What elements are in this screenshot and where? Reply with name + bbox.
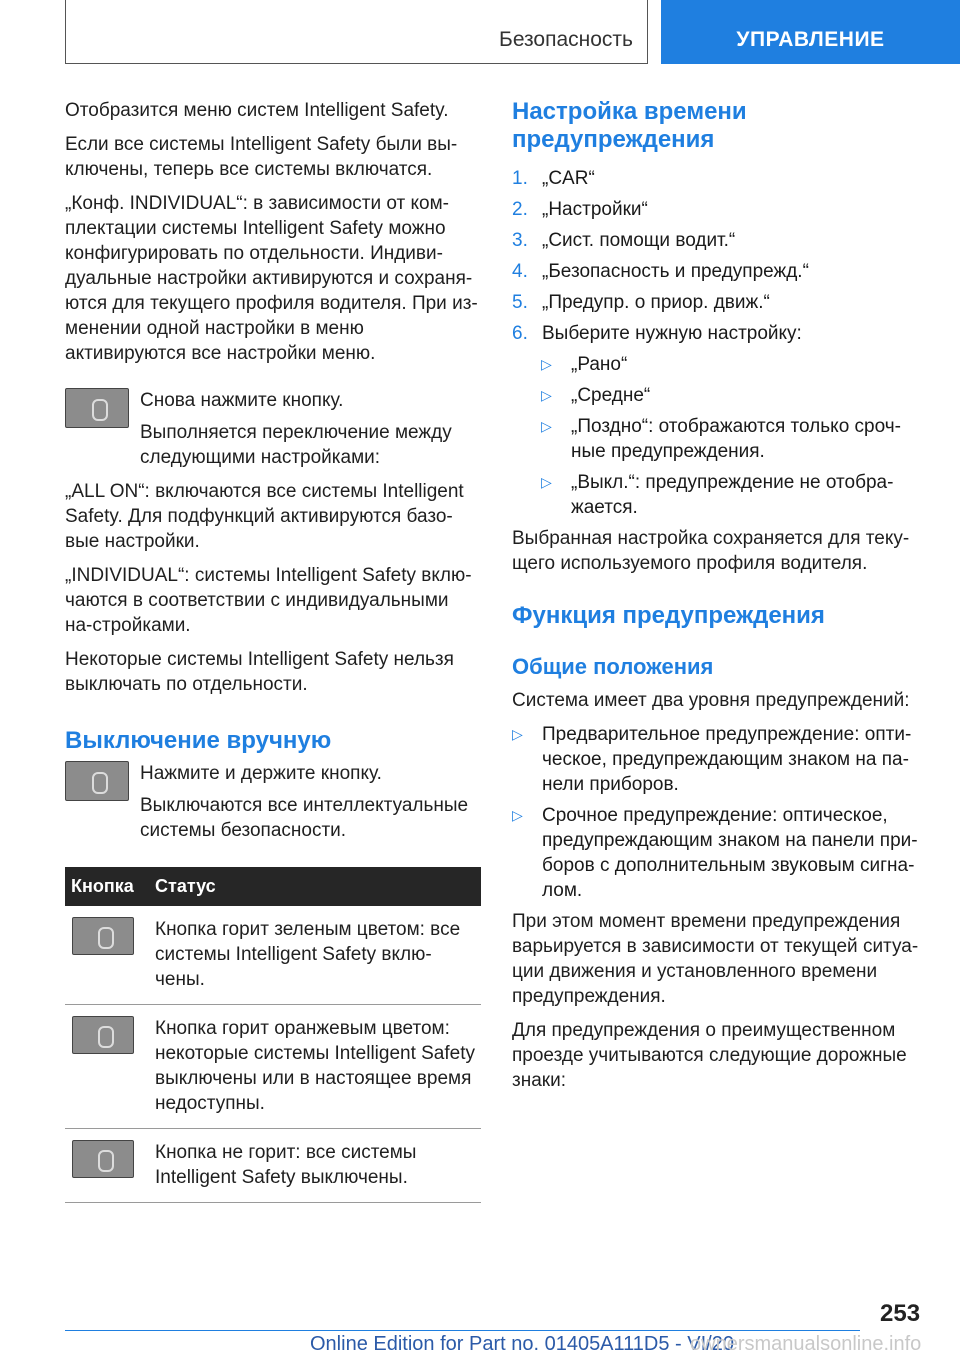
bullet-triangle-icon: ▷ (512, 807, 523, 823)
list-item: ▷ „Выкл.“: предупреждение не отобра-жается. (541, 472, 894, 518)
header-section-title: Безопасность (499, 28, 633, 51)
page-number: 253 (880, 1300, 921, 1327)
button-green-icon (72, 917, 134, 955)
paragraph: Система имеет два уровня предупреждений: (512, 690, 910, 711)
list-item: ▷ „Средне“ (541, 385, 651, 406)
bullet-triangle-icon: ▷ (541, 387, 552, 403)
intelligent-safety-button-icon (65, 388, 129, 428)
bullet-triangle-icon: ▷ (541, 356, 552, 372)
steps-list (512, 166, 924, 346)
button-off-icon (72, 1140, 134, 1178)
section-heading-manual-off: Выключение вручную (65, 727, 332, 754)
paragraph: Если все системы Intelligent Safety были вы-ключены, теперь все системы включатся. (65, 134, 458, 180)
table-row (65, 906, 481, 1005)
left-column (65, 98, 481, 1203)
list-item: 6. Выберите нужную настройку: (512, 323, 802, 344)
status-cell: Кнопка не горит: все системы Intelligent Safety выключены. (149, 1129, 481, 1203)
button-orange-icon (72, 1016, 134, 1054)
button-status-table (65, 867, 481, 1203)
section-heading-warning-time: Настройка времени предупреждения (512, 98, 747, 153)
list-item: 5. „Предупр. о приор. движ.“ (512, 292, 770, 313)
paragraph: Выбранная настройка сохраняется для теку-щего используемого профиля водителя. (512, 528, 910, 574)
list-item: ▷ Предварительное предупреждение: опти-ческое, предупреждающим знаком на па-нели приборов. (512, 724, 912, 795)
table-row (65, 1129, 481, 1203)
instruction-text: Снова нажмите кнопку. (140, 390, 344, 411)
paragraph: Для предупреждения о преимущественном проезде учитываются следующие дорожные знаки: (512, 1020, 907, 1091)
bullet-triangle-icon: ▷ (541, 418, 552, 434)
paragraph: „Конф. INDIVIDUAL“: в зависимости от ком-плектации системы Intelligent Safety можно конфигурировать по отдельности. Индиви-дуальные настройки активируются и сохраня-ются для текущего профиля водителя. При из-менении одной настройки в меню активируются все настройки меню. (65, 193, 478, 364)
list-item: ▷ „Рано“ (541, 354, 628, 375)
header-chapter-label: УПРАВЛЕНИЕ (736, 28, 885, 51)
list-item: 4. „Безопасность и предупрежд.“ (512, 261, 809, 282)
paragraph: Выполняется переключение между следующими настройками: (140, 422, 452, 468)
paragraph: „INDIVIDUAL“: системы Intelligent Safety вклю-чаются в соответствии с индивидуальными на-стройками. (65, 565, 472, 636)
list-item: 3. „Сист. помощи водит.“ (512, 230, 736, 251)
header-section-box (65, 0, 648, 64)
list-item: ▷ „Поздно“: отображаются только сроч-ные предупреждения. (541, 416, 901, 462)
header-chapter-tab[interactable] (661, 0, 960, 64)
list-item: ▷ Срочное предупреждение: оптическое, предупреждающим знаком на панели при-боров с дополнительным звуковым сигна-лом. (512, 805, 918, 901)
status-cell: Кнопка горит оранжевым цветом: некоторые системы Intelligent Safety выключены или в настоящее время недоступны. (149, 1005, 481, 1129)
list-item: 1. „CAR“ (512, 168, 595, 189)
footer-watermark: ownersmanualsonline.info (690, 1333, 922, 1355)
button-instruction (65, 761, 481, 843)
table-header-button: Кнопка (65, 867, 149, 906)
paragraph: Некоторые системы Intelligent Safety нельзя выключать по отдельности. (65, 649, 454, 695)
table-row (65, 1005, 481, 1129)
paragraph: Отобразится меню систем Intelligent Safety. (65, 100, 449, 121)
subsection-heading-general: Общие положения (512, 654, 714, 679)
bullet-triangle-icon: ▷ (541, 474, 552, 490)
button-instruction (65, 388, 481, 470)
warning-levels-list (512, 722, 924, 903)
footer-edition: Online Edition for Part no. 01405A111D5 - VI/20 (310, 1333, 734, 1355)
options-list (512, 352, 924, 520)
footer-divider (65, 1330, 860, 1331)
instruction-text: Нажмите и держите кнопку. (140, 763, 382, 784)
paragraph: При этом момент времени предупреждения варьируется в зависимости от текущей ситуа-ции движения и установленного времени предупреждения. (512, 911, 919, 1007)
paragraph: „ALL ON“: включаются все системы Intelligent Safety. Для подфункций активируются базо-вые настройки. (65, 481, 464, 552)
bullet-triangle-icon: ▷ (512, 726, 523, 742)
right-column (512, 98, 924, 1102)
table-header-status: Статус (149, 867, 481, 906)
status-cell: Кнопка горит зеленым цветом: все системы Intelligent Safety вклю-чены. (149, 906, 481, 1005)
list-item: 2. „Настройки“ (512, 199, 648, 220)
paragraph: Выключаются все интеллектуальные системы безопасности. (140, 795, 469, 841)
section-heading-warning-function: Функция предупреждения (512, 602, 825, 629)
intelligent-safety-button-icon (65, 761, 129, 801)
